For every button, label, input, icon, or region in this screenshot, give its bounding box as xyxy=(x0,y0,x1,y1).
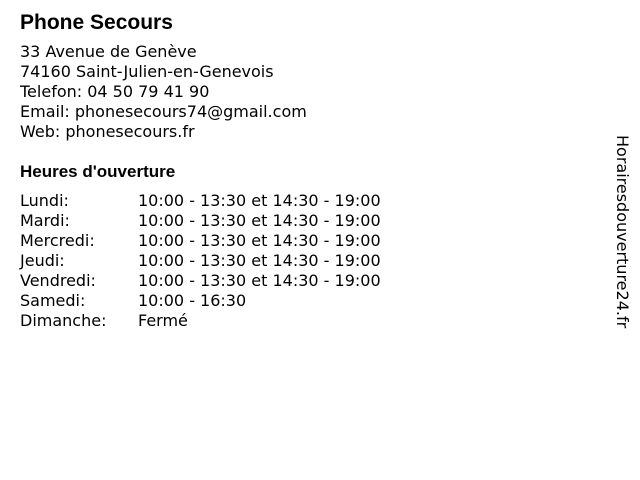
day-label: Dimanche: xyxy=(20,311,107,330)
site-watermark: Horairesdouverture24.fr xyxy=(613,135,632,329)
opening-hours-title: Heures d'ouverture xyxy=(20,162,176,181)
hours-row-wednesday xyxy=(20,231,580,251)
business-name: Phone Secours xyxy=(20,11,173,34)
street-address: 33 Avenue de Genève xyxy=(20,42,197,61)
time-value: 10:00 - 13:30 et 14:30 - 19:00 xyxy=(138,211,381,230)
day-label: Lundi: xyxy=(20,191,69,210)
day-label: Mercredi: xyxy=(20,231,95,250)
city-address: 74160 Saint-Julien-en-Genevois xyxy=(20,62,274,81)
address-block xyxy=(20,42,580,142)
hours-row-friday xyxy=(20,271,580,291)
time-value: 10:00 - 13:30 et 14:30 - 19:00 xyxy=(138,231,381,250)
day-label: Samedi: xyxy=(20,291,86,310)
hours-row-sunday xyxy=(20,311,580,331)
email-address: Email: phonesecours74@gmail.com xyxy=(20,102,307,121)
hours-row-monday xyxy=(20,191,580,211)
time-value: 10:00 - 16:30 xyxy=(138,291,247,310)
day-label: Jeudi: xyxy=(20,251,65,270)
phone-number: Telefon: 04 50 79 41 90 xyxy=(20,82,210,101)
time-value: 10:00 - 13:30 et 14:30 - 19:00 xyxy=(138,191,381,210)
hours-row-thursday xyxy=(20,251,580,271)
time-value: Fermé xyxy=(138,311,188,330)
hours-row-tuesday xyxy=(20,211,580,231)
day-label: Mardi: xyxy=(20,211,70,230)
time-value: 10:00 - 13:30 et 14:30 - 19:00 xyxy=(138,271,381,290)
time-value: 10:00 - 13:30 et 14:30 - 19:00 xyxy=(138,251,381,270)
hours-row-saturday xyxy=(20,291,580,311)
day-label: Vendredi: xyxy=(20,271,96,290)
opening-hours-table xyxy=(20,191,580,331)
website: Web: phonesecours.fr xyxy=(20,122,195,141)
business-card xyxy=(20,9,580,331)
